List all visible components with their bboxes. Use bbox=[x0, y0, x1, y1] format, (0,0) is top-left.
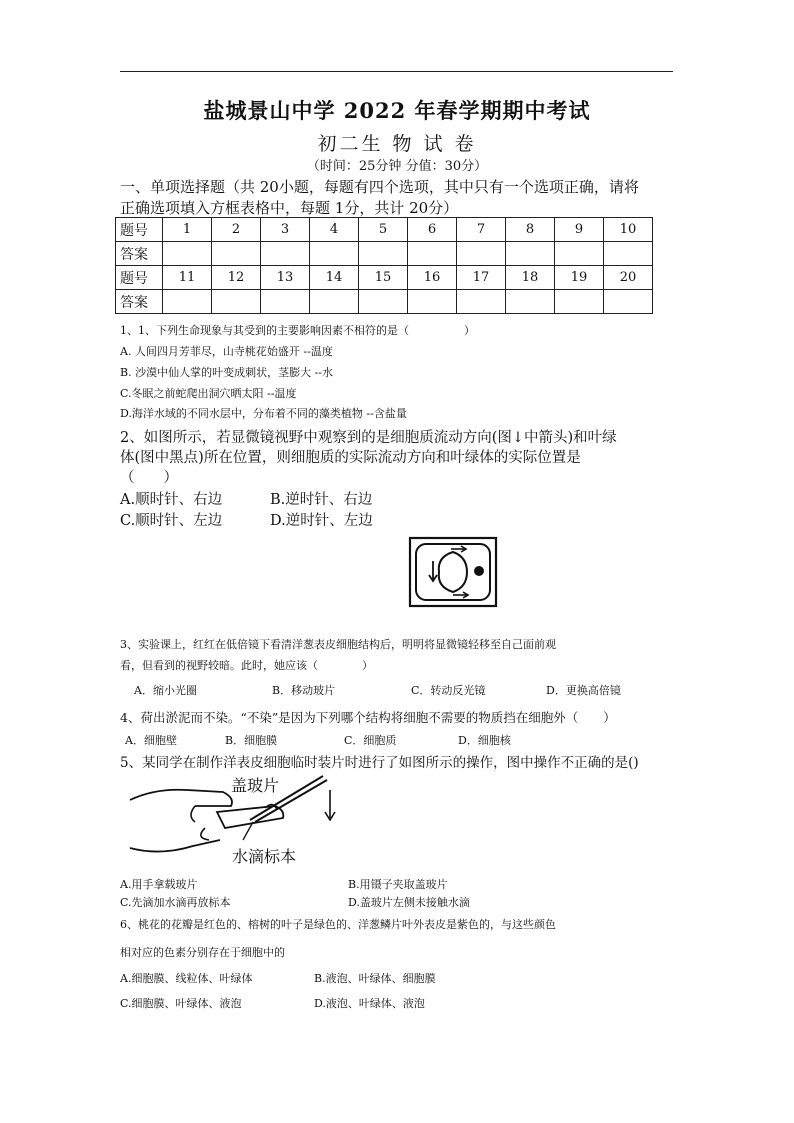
q1-stem: 1、1、下列生命现象与其受到的主要影响因素不相符的是（ ） bbox=[120, 324, 475, 337]
answer-cell[interactable] bbox=[359, 290, 408, 314]
ans-label: 答案 bbox=[116, 290, 163, 314]
table-cell: 20 bbox=[604, 266, 653, 290]
q5-option-d: D.盖玻片左侧未接触水滴 bbox=[348, 896, 470, 909]
q2-option-a: A.顺时针、右边 bbox=[120, 492, 223, 508]
table-cell: 6 bbox=[408, 218, 457, 242]
q2-line1: 2、如图所示，若显微镜视野中观察到的是细胞质流动方向(图↓中箭头)和叶绿 bbox=[120, 430, 617, 446]
q6-option-b: B.液泡、叶绿体、细胞膜 bbox=[314, 972, 436, 985]
answer-cell[interactable] bbox=[212, 290, 261, 314]
q1-option-d: D.海洋水域的不同水层中，分布着不同的藻类植物 --含盐量 bbox=[120, 407, 407, 420]
table-cell: 17 bbox=[457, 266, 506, 290]
q6-line2: 相对应的色素分别存在于细胞中的 bbox=[120, 946, 285, 959]
table-cell: 10 bbox=[604, 218, 653, 242]
table-cell: 12 bbox=[212, 266, 261, 290]
answer-table bbox=[115, 217, 653, 314]
slide-preparation-figure bbox=[125, 770, 345, 874]
table-cell: 9 bbox=[555, 218, 604, 242]
header-rule bbox=[120, 71, 673, 72]
table-row bbox=[116, 290, 653, 314]
q5-option-b: B.用镊子夹取盖玻片 bbox=[348, 878, 448, 891]
answer-cell[interactable] bbox=[261, 242, 310, 266]
answer-cell[interactable] bbox=[212, 242, 261, 266]
section1-line1: 一、单项选择题（共 20小题，每题有四个选项，其中只有一个选项正确，请将 bbox=[120, 178, 639, 196]
cell-flow-figure bbox=[407, 535, 499, 613]
exam-subtitle: 初二生 物 试 卷 bbox=[317, 133, 477, 155]
table-cell: 11 bbox=[163, 266, 212, 290]
q5-option-a: A.用手拿载玻片 bbox=[120, 878, 198, 891]
time-info: （时间：25分钟 分值：30分） bbox=[306, 159, 488, 174]
answer-cell[interactable] bbox=[506, 242, 555, 266]
q6-line1: 6、桃花的花瓣是红色的、榕树的叶子是绿色的、洋葱鳞片叶外表皮是紫色的，与这些颜色 bbox=[120, 918, 556, 931]
q2-line2: 体(图中黑点)所在位置，则细胞质的实际流动方向和叶绿体的实际位置是 bbox=[120, 450, 581, 466]
q2-option-d: D.逆时针、左边 bbox=[270, 513, 373, 529]
q3-option-b: B．移动玻片 bbox=[272, 684, 336, 697]
answer-cell[interactable] bbox=[261, 290, 310, 314]
answer-cell[interactable] bbox=[506, 290, 555, 314]
table-cell: 18 bbox=[506, 266, 555, 290]
q2-option-c: C.顺时针、左边 bbox=[120, 513, 223, 529]
q6-option-c: C.细胞膜、叶绿体、液泡 bbox=[120, 997, 242, 1010]
q3-line2: 看，但看到的视野较暗。此时，她应该（ ） bbox=[120, 659, 373, 672]
q4-option-b: B．细胞膜 bbox=[225, 734, 278, 747]
num-label: 题号 bbox=[116, 218, 163, 242]
q1-option-b: B. 沙漠中仙人掌的叶变成刺状，茎膨大 --水 bbox=[120, 366, 334, 379]
q5-option-c: C.先滴加水滴再放标本 bbox=[120, 896, 231, 909]
ans-label: 答案 bbox=[116, 242, 163, 266]
q4-stem: 4、荷出淤泥而不染。“不染”是因为下列哪个结构将细胞不需要的物质挡在细胞外（ ） bbox=[120, 710, 616, 725]
table-cell: 1 bbox=[163, 218, 212, 242]
q1-option-a: A. 人间四月芳菲尽，山寺桃花始盛开 --温度 bbox=[120, 345, 333, 358]
answer-cell[interactable] bbox=[163, 290, 212, 314]
table-cell: 15 bbox=[359, 266, 408, 290]
section1-line2: 正确选项填入方框表格中，每题 1分，共计 20分） bbox=[120, 199, 459, 217]
table-cell: 14 bbox=[310, 266, 359, 290]
answer-cell[interactable] bbox=[408, 242, 457, 266]
q5-stem: 5、某同学在制作洋表皮细胞临时装片时进行了如图所示的操作，图中操作不正确的是() bbox=[120, 755, 639, 771]
answer-cell[interactable] bbox=[457, 290, 506, 314]
table-cell: 2 bbox=[212, 218, 261, 242]
q4-option-d: D．细胞核 bbox=[458, 734, 511, 747]
table-cell: 19 bbox=[555, 266, 604, 290]
table-row bbox=[116, 218, 653, 242]
answer-cell[interactable] bbox=[359, 242, 408, 266]
table-cell: 7 bbox=[457, 218, 506, 242]
num-label: 题号 bbox=[116, 266, 163, 290]
q1-option-c: C.冬眠之前蛇爬出洞穴晒太阳 --温度 bbox=[120, 387, 297, 400]
answer-cell[interactable] bbox=[310, 290, 359, 314]
q3-line1: 3、实验课上，红红在低倍镜下看清洋葱表皮细胞结构后，明明将显微镜轻移至自己面前观 bbox=[120, 638, 556, 651]
table-cell: 5 bbox=[359, 218, 408, 242]
answer-cell[interactable] bbox=[408, 290, 457, 314]
table-cell: 4 bbox=[310, 218, 359, 242]
q4-option-a: A．细胞壁 bbox=[125, 734, 177, 747]
q2-option-b: B.逆时针、右边 bbox=[270, 492, 373, 508]
water-specimen-label: 水滴标本 bbox=[232, 847, 297, 866]
table-cell: 16 bbox=[408, 266, 457, 290]
answer-cell[interactable] bbox=[310, 242, 359, 266]
coverslip-label: 盖玻片 bbox=[231, 776, 280, 795]
answer-cell[interactable] bbox=[163, 242, 212, 266]
table-cell: 13 bbox=[261, 266, 310, 290]
q4-option-c: C．细胞质 bbox=[344, 734, 397, 747]
answer-cell[interactable] bbox=[604, 242, 653, 266]
q3-option-a: A．缩小光圈 bbox=[134, 684, 197, 697]
answer-cell[interactable] bbox=[604, 290, 653, 314]
q3-option-c: C．转动反光镜 bbox=[411, 684, 486, 697]
q6-option-a: A.细胞膜、线粒体、叶绿体 bbox=[120, 972, 253, 985]
q6-option-d: D.液泡、叶绿体、液泡 bbox=[314, 997, 425, 1010]
table-row bbox=[116, 266, 653, 290]
q3-option-d: D．更换高倍镜 bbox=[546, 684, 621, 697]
answer-cell[interactable] bbox=[555, 290, 604, 314]
answer-cell[interactable] bbox=[555, 242, 604, 266]
table-row bbox=[116, 242, 653, 266]
q2-line3: （ ） bbox=[120, 470, 178, 486]
table-cell: 8 bbox=[506, 218, 555, 242]
exam-title: 盐城景山中学 2022 年春学期期中考试 bbox=[203, 98, 591, 123]
table-cell: 3 bbox=[261, 218, 310, 242]
answer-cell[interactable] bbox=[457, 242, 506, 266]
